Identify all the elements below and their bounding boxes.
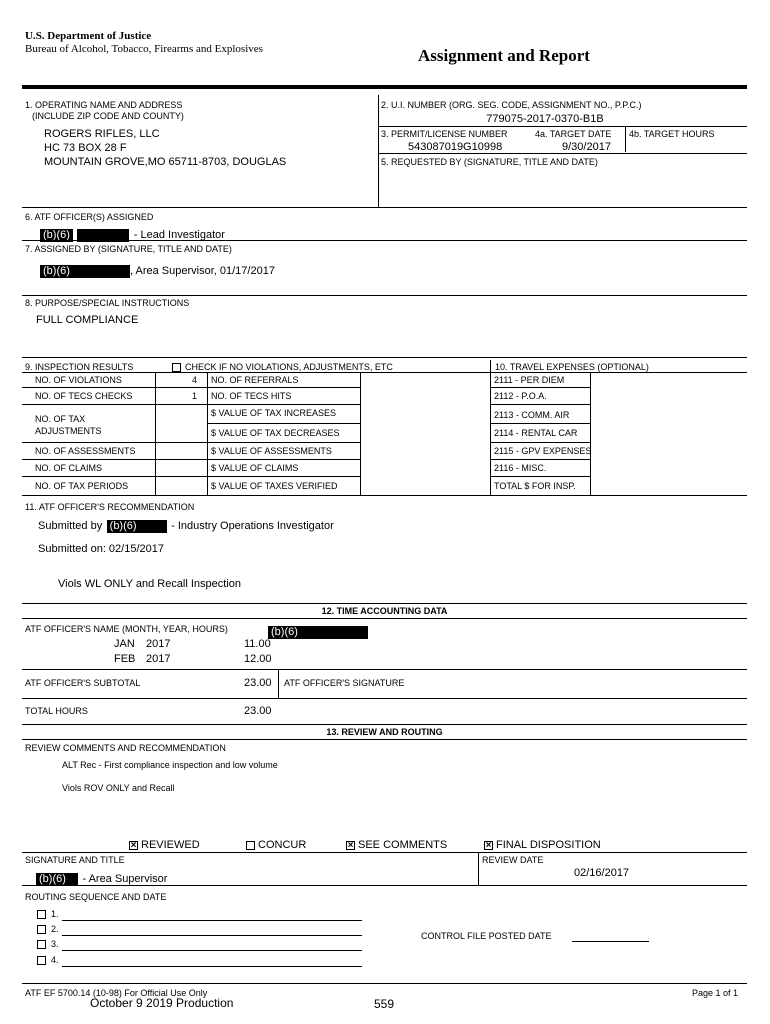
form-number: ATF EF 5700.14 (10-98) For Official Use Only xyxy=(25,988,208,998)
page-stamp-number: 559 xyxy=(374,997,395,1011)
submitted-by-title: - Industry Operations Investigator xyxy=(171,520,334,532)
target-hours-label: 4b. TARGET HOURS xyxy=(629,129,715,139)
page-indicator: Page 1 of 1 xyxy=(692,988,739,998)
tecs-checks-label: NO. OF TECS CHECKS xyxy=(35,391,133,401)
submitted-by-label: Submitted by xyxy=(38,520,103,532)
section-divider xyxy=(378,95,379,207)
section2-label: 2. U.I. NUMBER (ORG. SEG. CODE, ASSIGNMENT NO., P.P.C.) xyxy=(381,100,642,110)
officer-signature-label: ATF OFFICER'S SIGNATURE xyxy=(284,678,405,688)
violations-value: 4 xyxy=(192,375,198,385)
routing-item-number: 1. xyxy=(51,909,59,919)
lead-investigator-title: - Lead Investigator xyxy=(133,229,225,241)
reviewed-label: REVIEWED xyxy=(141,839,200,851)
time-entry-year: 2017 xyxy=(146,653,171,665)
travel-row: 2115 - GPV EXPENSES xyxy=(494,446,592,456)
time-entry-year: 2017 xyxy=(146,638,171,650)
travel-row: 2112 - P.O.A. xyxy=(494,391,547,401)
review-comment: ALT Rec - First compliance inspection and low volume xyxy=(62,760,278,770)
tecs-hits-label: NO. OF TECS HITS xyxy=(211,391,292,401)
value-claims-label: $ VALUE OF CLAIMS xyxy=(211,463,299,473)
section11-label: 11. ATF OFFICER'S RECOMMENDATION xyxy=(25,502,195,512)
see-comments-label: SEE COMMENTS xyxy=(358,839,448,851)
bureau-name: Bureau of Alcohol, Tobacco, Firearms and Explosives xyxy=(25,43,263,55)
review-date: 02/16/2017 xyxy=(574,867,630,879)
travel-total-label: TOTAL $ FOR INSP. xyxy=(494,481,576,491)
tax-decreases-label: $ VALUE OF TAX DECREASES xyxy=(211,428,340,438)
purpose-value: FULL COMPLIANCE xyxy=(36,314,139,326)
target-date: 9/30/2017 xyxy=(562,141,611,153)
concur-checkbox[interactable] xyxy=(246,841,255,850)
section5-label: 5. REQUESTED BY (SIGNATURE, TITLE AND DATE) xyxy=(381,157,598,167)
routing-checkbox[interactable] xyxy=(37,925,46,934)
concur-label: CONCUR xyxy=(258,839,307,851)
see-comments-checkbox[interactable]: × xyxy=(347,840,354,851)
tax-periods-label: NO. OF TAX PERIODS xyxy=(35,481,129,491)
time-entry-hours: 11.00 xyxy=(244,638,271,650)
referrals-label: NO. OF REFERRALS xyxy=(211,375,299,385)
ui-number: 779075-2017-0370-B1B xyxy=(486,113,604,125)
redaction-block: (b)(6) xyxy=(268,626,368,639)
taxes-verified-label: $ VALUE OF TAXES VERIFIED xyxy=(211,481,338,491)
target-date-label: 4a. TARGET DATE xyxy=(535,129,612,139)
total-hours-value: 23.00 xyxy=(244,705,272,717)
travel-row: 2113 - COMM. AIR xyxy=(494,410,570,420)
assigned-by-title: , Area Supervisor, 01/17/2017 xyxy=(130,265,275,277)
time-entry-month: JAN xyxy=(114,638,135,650)
section7-label: 7. ASSIGNED BY (SIGNATURE, TITLE AND DATE) xyxy=(25,244,232,254)
routing-checkbox[interactable] xyxy=(37,940,46,949)
value-assessments-label: $ VALUE OF ASSESSMENTS xyxy=(211,446,332,456)
routing-line[interactable] xyxy=(62,950,362,951)
operating-name: ROGERS RIFLES, LLC xyxy=(44,128,160,140)
no-violations-label: CHECK IF NO VIOLATIONS, ADJUSTMENTS, ETC xyxy=(185,362,393,372)
officer-name-label: ATF OFFICER'S NAME (MONTH, YEAR, HOURS) xyxy=(25,624,228,634)
redaction-block: (b)(6) xyxy=(40,265,130,278)
subtotal-label: ATF OFFICER'S SUBTOTAL xyxy=(25,678,141,688)
tax-increases-label: $ VALUE OF TAX INCREASES xyxy=(211,408,337,418)
section8-label: 8. PURPOSE/SPECIAL INSTRUCTIONS xyxy=(25,298,190,308)
travel-row: 2114 - RENTAL CAR xyxy=(494,428,578,438)
routing-checkbox[interactable] xyxy=(37,956,46,965)
tax-adjustments-label: NO. OF TAX ADJUSTMENTS xyxy=(35,414,102,436)
production-stamp: October 9 2019 Production xyxy=(90,996,234,1010)
final-disposition-label: FINAL DISPOSITION xyxy=(496,839,601,851)
assessments-label: NO. OF ASSESSMENTS xyxy=(35,446,136,456)
violations-label: NO. OF VIOLATIONS xyxy=(35,375,122,385)
address-line: HC 73 BOX 28 F xyxy=(44,142,127,154)
review-comments-label: REVIEW COMMENTS AND RECOMMENDATION xyxy=(25,743,226,753)
submitted-on: Submitted on: 02/15/2017 xyxy=(38,543,164,555)
section1-label: 1. OPERATING NAME AND ADDRESS xyxy=(25,100,183,110)
redaction-block: (b)(6) xyxy=(107,520,167,533)
routing-line[interactable] xyxy=(62,920,362,921)
section12-title: 12. TIME ACCOUNTING DATA xyxy=(321,606,448,616)
section10-label: 10. TRAVEL EXPENSES (OPTIONAL) xyxy=(495,362,649,372)
time-entry-hours: 12.00 xyxy=(244,653,272,665)
routing-item-number: 4. xyxy=(51,955,59,965)
section1-sublabel: (INCLUDE ZIP CODE AND COUNTY) xyxy=(32,111,184,121)
routing-line[interactable] xyxy=(62,966,362,967)
reviewed-checkbox[interactable]: × xyxy=(130,840,137,851)
routing-item-number: 2. xyxy=(51,924,59,934)
section13-title: 13. REVIEW AND ROUTING xyxy=(326,727,443,737)
section6-label: 6. ATF OFFICER(S) ASSIGNED xyxy=(25,212,154,222)
header-rule xyxy=(22,85,747,89)
final-disposition-checkbox[interactable]: × xyxy=(485,840,492,851)
routing-checkbox[interactable] xyxy=(37,910,46,919)
subtotal-value: 23.00 xyxy=(244,677,272,689)
city-state-zip: MOUNTAIN GROVE,MO 65711-8703, DOUGLAS xyxy=(44,156,287,168)
section9-label: 9. INSPECTION RESULTS xyxy=(25,362,134,372)
routing-item-number: 3. xyxy=(51,939,59,949)
claims-label: NO. OF CLAIMS xyxy=(35,463,103,473)
signature-title-label: SIGNATURE AND TITLE xyxy=(25,855,125,865)
routing-line[interactable] xyxy=(62,935,362,936)
section3-label: 3. PERMIT/LICENSE NUMBER xyxy=(381,129,508,139)
total-hours-label: TOTAL HOURS xyxy=(25,706,88,716)
travel-row: 2111 - PER DIEM xyxy=(494,375,565,385)
redaction-block: (b)(6) xyxy=(40,229,73,242)
no-violations-checkbox[interactable] xyxy=(172,363,181,372)
control-file-date-line[interactable] xyxy=(572,941,649,942)
review-date-label: REVIEW DATE xyxy=(482,855,544,865)
tecs-checks-value: 1 xyxy=(192,391,198,401)
agency-name: U.S. Department of Justice xyxy=(25,30,152,42)
permit-number: 543087019G10998 xyxy=(408,141,503,153)
control-file-label: CONTROL FILE POSTED DATE xyxy=(421,931,552,941)
officer-recommendation-note: Viols WL ONLY and Recall Inspection xyxy=(58,578,242,590)
travel-row: 2116 - MISC. xyxy=(494,463,547,473)
routing-label: ROUTING SEQUENCE AND DATE xyxy=(25,892,167,902)
form-title: Assignment and Report xyxy=(418,46,590,65)
redaction-block: (b)(6) xyxy=(36,873,78,886)
review-comment: Viols ROV ONLY and Recall xyxy=(62,783,175,793)
reviewer-title: - Area Supervisor xyxy=(82,873,168,885)
time-entry-month: FEB xyxy=(114,653,136,665)
